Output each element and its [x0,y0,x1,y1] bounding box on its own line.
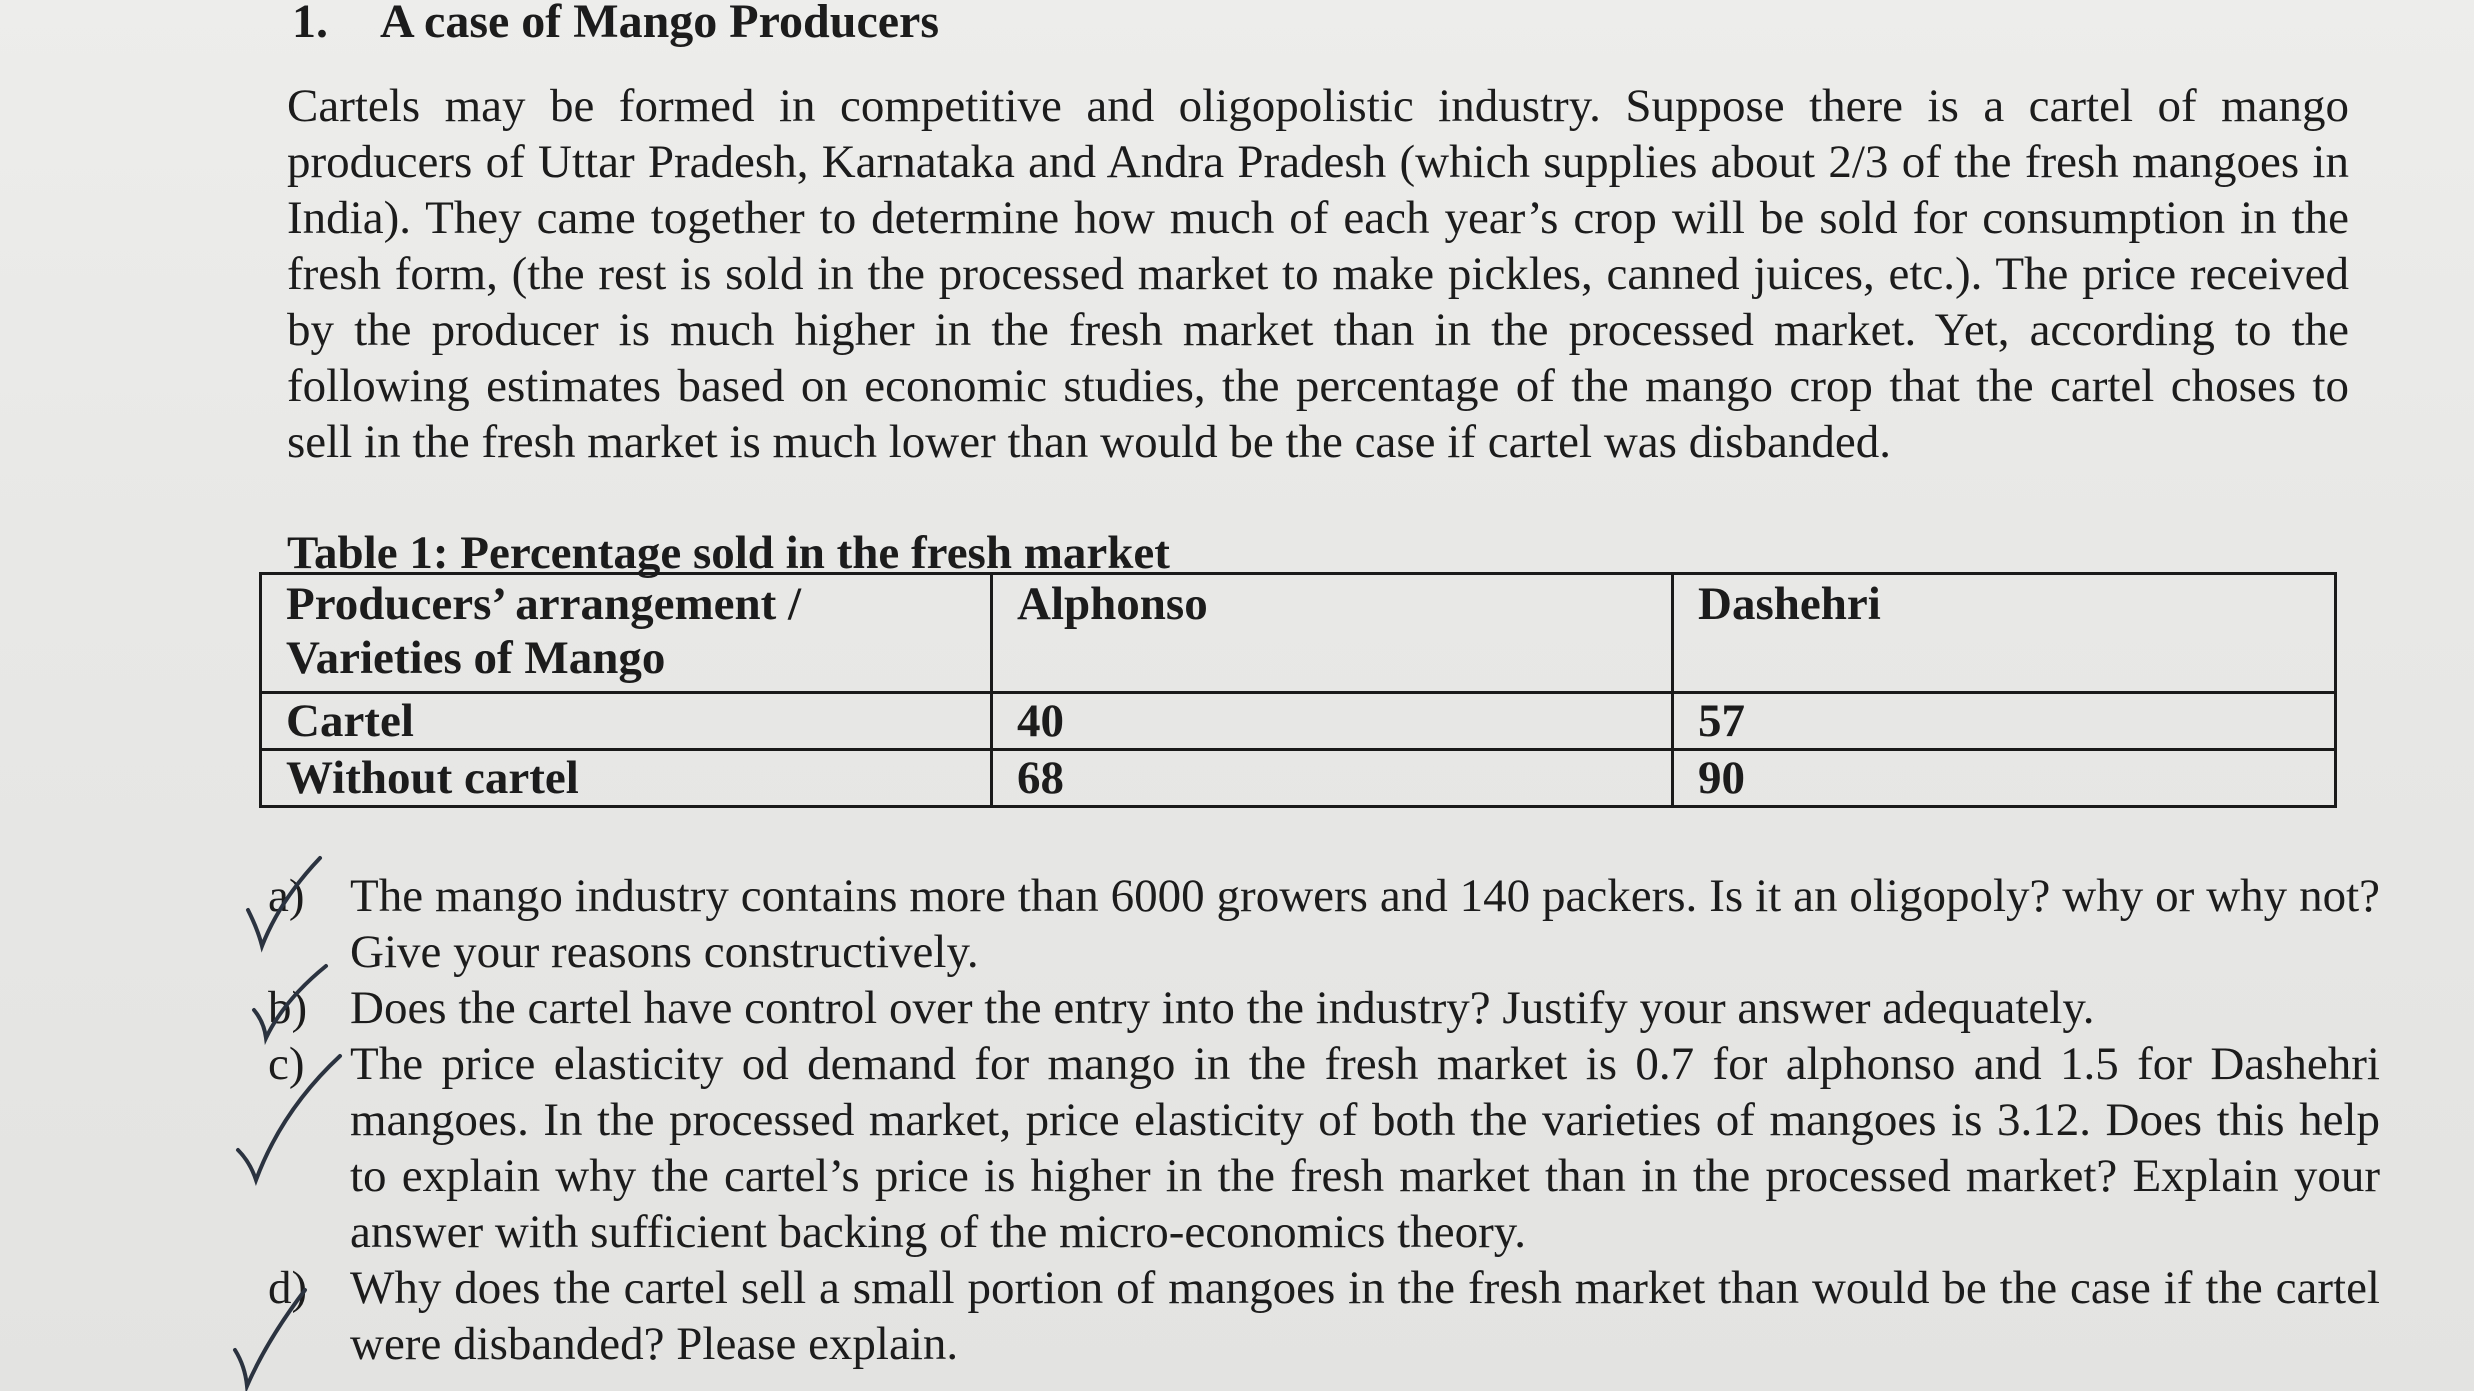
cell-alphonso: 68 [992,750,1673,807]
header-cell-arrangement [261,574,992,693]
subquestion-text: Does the cartel have control over the entry into the industry? Justify your answer adequately. [350,982,2095,1034]
subquestion-d [260,1260,2380,1372]
header-cell-dashehri: Dashehri [1673,574,2336,693]
question-title: A case of Mango Producers [380,0,940,48]
table-row [261,693,2336,750]
row-label: Cartel [261,693,992,750]
subquestion-mark: b) [268,982,308,1034]
percentage-table [259,572,2337,808]
header-arrangement-line2: Varieties of Mango [286,632,666,684]
subquestion-mark: c) [268,1038,305,1090]
subquestion-list [260,868,2380,1372]
cell-dashehri: 57 [1673,693,2336,750]
question-heading [292,0,939,49]
subquestion-a [260,868,2380,980]
subquestion-mark: d) [268,1262,308,1314]
header-arrangement-line1: Producers’ arrangement / [286,578,802,630]
cell-alphonso: 40 [992,693,1673,750]
table-header-row [261,574,2336,693]
subquestion-text: Why does the cartel sell a small portion of mangoes in the fresh market than would be the case if the cartel were disbanded? Please explain. [350,1262,2380,1370]
row-label: Without cartel [261,750,992,807]
question-number: 1. [292,0,328,48]
subquestion-c [260,1036,2380,1260]
table-caption: Table 1: Percentage sold in the fresh market [287,527,1170,579]
header-cell-alphonso: Alphonso [992,574,1673,693]
table-row [261,750,2336,807]
subquestion-text: The mango industry contains more than 6000 growers and 140 packers. Is it an oligopoly? why or why not? Give your reasons constructively. [350,870,2380,978]
subquestion-b [260,980,2380,1036]
case-paragraph: Cartels may be formed in competitive and oligopolistic industry. Suppose there is a cartel of mango producers of Uttar Pradesh, Karnataka and Andra Pradesh (which supplies about 2/3 of the fresh mangoes in India). They came together to determine how much of each year’s crop will be sold for consumption in the fresh form, (the rest is sold in the processed market to make pickles, canned juices, etc.). The price received by the producer is much higher in the fresh market than in the processed market. Yet, according to the following estimates based on economic studies, the percentage of the mango crop that the cartel choses to sell in the fresh market is much lower than would be the case if cartel was disbanded. [287,80,2349,468]
cell-dashehri: 90 [1673,750,2336,807]
subquestion-text: The price elasticity od demand for mango in the fresh market is 0.7 for alphonso and 1.5 for Dashehri mangoes. In the processed market, price elasticity of both the varieties of mangoes is 3.12. Does this help to explain why the cartel’s price is higher in the fresh market than in the processed market? Explain your answer with sufficient backing of the micro-economics theory. [350,1038,2380,1258]
subquestion-mark: a) [268,870,305,922]
